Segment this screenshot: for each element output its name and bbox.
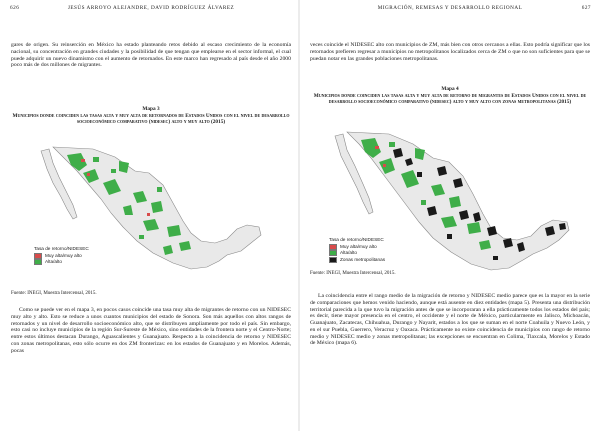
map4-green-region (449, 196, 461, 208)
map3-legend-item-green (34, 259, 89, 266)
map4-red-region (375, 146, 379, 149)
red-swatch-icon (34, 253, 42, 259)
map3-green-region (111, 169, 116, 173)
map4-metro-zone (447, 234, 452, 239)
map3-red-region (81, 159, 85, 162)
map4-legend (329, 237, 385, 263)
map4-legend-label-red: Muy alta/muy alto (340, 243, 377, 249)
left-running-title: JESÚS ARROYO ALEJANDRE, DAVID RODRÍGUEZ ÁLVAREZ (67, 5, 235, 11)
map4-metro-zone (493, 256, 498, 260)
map3-caption (11, 106, 291, 126)
map3-red-region (147, 213, 150, 216)
map4-caption (310, 86, 590, 106)
map3-title: Municipios donde coinciden las tasas alta y muy alta de retornados de Estados Unidos con el nivel de desarrollo socioeconómico comparativo (nidesec) alto y muy alto (2015) (12, 112, 290, 126)
left-running-head (8, 5, 294, 14)
map4-legend-item-black (329, 257, 385, 264)
map4-metro-zone (559, 223, 566, 230)
map3-legend-title: Tasa de retorno/NIDESEC (34, 246, 89, 251)
green-swatch-icon (329, 250, 337, 256)
map3-green-region (151, 201, 163, 213)
left-page-number: 626 (10, 5, 20, 11)
map3-green-region (93, 157, 99, 162)
green-swatch-icon (34, 259, 42, 265)
map3-red-region (87, 173, 90, 176)
black-swatch-icon (329, 257, 337, 263)
map4-legend-title: Tasa de retorno/NIDESEC (329, 237, 384, 242)
right-page-number: 627 (581, 5, 591, 11)
left-paragraph-2: Como se puede ver en el mapa 3, en pocos casos coincide una tasa muy alta de migrantes de retorno con un NIDESEC muy alto y alto. Esto se reduce a unos cuantos municipios del estado de Sonora. Son más aquellos con altos rangos de retornados y un nivel de desarrollo socioeconómico alto, que se distribuyen ampliamente por todo el país. Sin embargo, esto casi no incluye municipios de la región Sur-Sureste de México, sino entidades de la frontera norte y el Centro-Norte; entre estos últimos destacan Durango, Aguascalientes y Guanajuato. Respecto a la coincidencia de retorno y NIDESEC con zonas metropolitanas, esto sólo ocurre en dos ZM fronterizas: en los estados de Guanajuato y en Morelos. Además, pocas (11, 307, 291, 354)
map4-source: Fuente: INEGI, Muestra Intercensal, 2015. (310, 271, 396, 276)
map4-green-region (421, 200, 426, 205)
right-paragraph-1: veces coincide el NIDESEC alto con municipios de ZM, más bien con otros cercanos a ellas. Esto podría significar que los retornados prefieren regresar a municipios no metropolitanos localizados cerca de ZM o que no son suficientes para que se puedan notar en las grandes poblaciones metropolitanas. (310, 42, 590, 62)
map3-legend-label-red: Muy alta/muy alto (45, 252, 82, 258)
red-swatch-icon (329, 244, 337, 250)
map4-green-region (389, 142, 395, 147)
map3-green-region (167, 225, 181, 237)
right-running-title: MIGRACIÓN, REMESAS Y DESARROLLO REGIONAL (377, 5, 523, 11)
map4-red-region (383, 164, 386, 167)
map3-legend-label-green: Alta/alto (45, 259, 62, 264)
map3-green-region (139, 235, 144, 239)
map3-legend (34, 246, 89, 266)
right-paragraph-2: La coincidencia entre el rango medio de la migración de retorno y NIDESEC medio parece que es la mayor en la serie de comparaciones que hemos venido haciendo, aunque está ausente en diez entidades (mapa 5). Presenta una distribución territorial parecida a la que tuvo la migración antes de que se incorporaran a ella prácticamente todos los estados del país; es decir, tiene mayor presencia en el centro, el occidente y el norte de México, particularmente en Jalisco, Michoacán, Guanajuato, Zacatecas, Chihuahua, Durango y Nayarit, estados a los que se suman en el norte Coahuila y Nuevo León, y en el sur Puebla, Guerrero, Veracruz y Oaxaca. Prácticamente no existe coincidencia de municipios con rango de retorno medio y NIDESEC medio y zonas metropolitanas; las excepciones se encuentran en Colima, Tlaxcala, Morelos y Estado de México (mapa 6). (310, 293, 590, 347)
map3-green-region (157, 187, 162, 192)
map4-legend-label-black: Zonas metropolitanas (340, 256, 386, 262)
gutter (298, 0, 300, 431)
map4-green-region (467, 222, 481, 234)
right-running-head (307, 5, 593, 14)
map4-legend-label-green: Alta/alto (340, 250, 357, 255)
map3-source: Fuente: INEGI, Muestra Intercensal, 2015. (11, 291, 97, 296)
right-page (307, 0, 593, 431)
left-page (8, 0, 294, 431)
map3-number: Mapa 3 (142, 106, 160, 112)
map4-metro-zone (417, 172, 422, 177)
map4-title: Municipios donde coinciden las tasas alta y muy alta de retorno de migrantes de Estados Unidos con el nivel de desarrollo socioeconómico comparativo (nidesec) alto y muy alto con zonas metropolitanas (2015) (313, 92, 587, 106)
left-paragraph-1: gares de origen. Su reinserción en México ha estado planteando retos debido al escaso crecimiento de la economía nacional, su concentración en grandes ciudades y la posibilidad de que tengan que emplearse en el sector informal, el cual puede adquirir un nuevo dinamismo con el aumento de retornados. En este marco han regresado al país desde el año 2000 poco más de dos millones de migrantes. (11, 42, 291, 69)
map4-number: Mapa 4 (441, 86, 459, 92)
